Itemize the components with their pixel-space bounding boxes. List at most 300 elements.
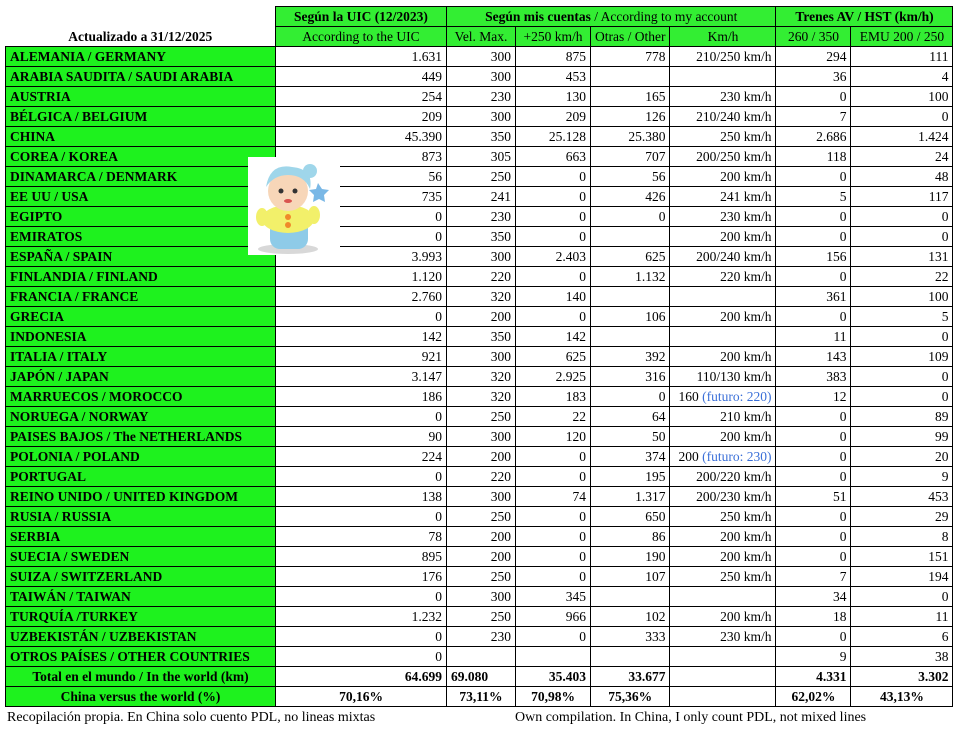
other-cell: 392 bbox=[591, 347, 670, 367]
p250-cell: 0 bbox=[516, 567, 591, 587]
country-cell: SUIZA / SWITZERLAND bbox=[6, 567, 276, 587]
other-cell: 50 bbox=[591, 427, 670, 447]
kmh-cell: 200 km/h bbox=[670, 527, 776, 547]
vmax-cell: 350 bbox=[447, 127, 516, 147]
emu-cell: 6 bbox=[851, 627, 953, 647]
t260-cell: 118 bbox=[776, 147, 851, 167]
china-pct-label: China versus the world (%) bbox=[6, 687, 276, 707]
p250-cell: 0 bbox=[516, 447, 591, 467]
kmh-cell: 250 km/h bbox=[670, 507, 776, 527]
table-body bbox=[6, 47, 953, 667]
p250-cell: 345 bbox=[516, 587, 591, 607]
emu-cell: 111 bbox=[851, 47, 953, 67]
table-row bbox=[6, 567, 953, 587]
vmax-cell: 300 bbox=[447, 107, 516, 127]
p250-cell: 453 bbox=[516, 67, 591, 87]
country-cell: FINLANDIA / FINLAND bbox=[6, 267, 276, 287]
kmh-cell bbox=[670, 327, 776, 347]
t260-cell: 0 bbox=[776, 627, 851, 647]
table-row bbox=[6, 647, 953, 667]
uic-cell: 0 bbox=[276, 227, 447, 247]
table-row bbox=[6, 127, 953, 147]
table-row bbox=[6, 247, 953, 267]
t260-cell: 12 bbox=[776, 387, 851, 407]
future-speed-note: (futuro: 220) bbox=[702, 388, 772, 404]
other-cell: 25.380 bbox=[591, 127, 670, 147]
table-row bbox=[6, 387, 953, 407]
t260-cell: 18 bbox=[776, 607, 851, 627]
p250-cell: 0 bbox=[516, 207, 591, 227]
t260-cell: 0 bbox=[776, 307, 851, 327]
p250-cell: 0 bbox=[516, 267, 591, 287]
kmh-cell: 200 km/h bbox=[670, 427, 776, 447]
kmh-cell: 200 km/h bbox=[670, 347, 776, 367]
kmh-cell bbox=[670, 647, 776, 667]
emu-cell: 0 bbox=[851, 327, 953, 347]
uic-cell: 0 bbox=[276, 647, 447, 667]
total-emu: 3.302 bbox=[851, 667, 953, 687]
country-cell: NORUEGA / NORWAY bbox=[6, 407, 276, 427]
uic-cell: 1.631 bbox=[276, 47, 447, 67]
vmax-cell: 320 bbox=[447, 287, 516, 307]
uic-cell: 1.232 bbox=[276, 607, 447, 627]
kmh-cell: 230 km/h bbox=[670, 87, 776, 107]
kmh-cell: 200 km/h bbox=[670, 307, 776, 327]
vmax-cell: 241 bbox=[447, 187, 516, 207]
table-row bbox=[6, 447, 953, 467]
vmax-cell: 250 bbox=[447, 607, 516, 627]
emu-cell: 9 bbox=[851, 467, 953, 487]
kmh-cell: 241 km/h bbox=[670, 187, 776, 207]
uic-cell: 209 bbox=[276, 107, 447, 127]
other-cell: 165 bbox=[591, 87, 670, 107]
emu-cell: 131 bbox=[851, 247, 953, 267]
col-emu-header: EMU 200 / 250 bbox=[851, 27, 953, 47]
vmax-cell: 300 bbox=[447, 247, 516, 267]
kmh-cell: 250 km/h bbox=[670, 567, 776, 587]
pct-emu: 43,13% bbox=[851, 687, 953, 707]
table-row bbox=[6, 47, 953, 67]
emu-cell: 22 bbox=[851, 267, 953, 287]
p250-cell: 0 bbox=[516, 547, 591, 567]
other-cell: 1.132 bbox=[591, 267, 670, 287]
t260-cell: 34 bbox=[776, 587, 851, 607]
p250-cell: 142 bbox=[516, 327, 591, 347]
vmax-cell: 300 bbox=[447, 347, 516, 367]
vmax-cell: 300 bbox=[447, 487, 516, 507]
uic-cell: 90 bbox=[276, 427, 447, 447]
country-cell: JAPÓN / JAPAN bbox=[6, 367, 276, 387]
t260-cell: 0 bbox=[776, 527, 851, 547]
vmax-cell: 300 bbox=[447, 67, 516, 87]
emu-cell: 151 bbox=[851, 547, 953, 567]
p250-cell: 2.403 bbox=[516, 247, 591, 267]
other-cell: 1.317 bbox=[591, 487, 670, 507]
uic-cell: 735 bbox=[276, 187, 447, 207]
emu-cell: 8 bbox=[851, 527, 953, 547]
p250-cell: 0 bbox=[516, 187, 591, 207]
uic-cell: 45.390 bbox=[276, 127, 447, 147]
table-row bbox=[6, 347, 953, 367]
col-other-header: Otras / Other bbox=[591, 27, 670, 47]
country-cell: REINO UNIDO / UNITED KINGDOM bbox=[6, 487, 276, 507]
emu-cell: 38 bbox=[851, 647, 953, 667]
kmh-cell: 200/230 km/h bbox=[670, 487, 776, 507]
uic-cell: 142 bbox=[276, 327, 447, 347]
kmh-cell: 210/240 km/h bbox=[670, 107, 776, 127]
vmax-cell: 230 bbox=[447, 627, 516, 647]
vmax-cell: 305 bbox=[447, 147, 516, 167]
updated-label: Actualizado a 31/12/2025 bbox=[6, 7, 276, 47]
pct-vmax: 73,11% bbox=[447, 687, 516, 707]
country-cell: ALEMANIA / GERMANY bbox=[6, 47, 276, 67]
pct-t260: 62,02% bbox=[776, 687, 851, 707]
other-cell: 190 bbox=[591, 547, 670, 567]
p250-cell: 209 bbox=[516, 107, 591, 127]
vmax-cell: 200 bbox=[447, 547, 516, 567]
other-cell: 56 bbox=[591, 167, 670, 187]
country-cell: ITALIA / ITALY bbox=[6, 347, 276, 367]
vmax-cell: 200 bbox=[447, 527, 516, 547]
emu-cell: 100 bbox=[851, 87, 953, 107]
uic-header: Según la UIC (12/2023) bbox=[276, 7, 447, 27]
mine-header: Según mis cuentas / According to my account bbox=[447, 7, 776, 27]
vmax-cell: 220 bbox=[447, 267, 516, 287]
total-vmax: 69.080 bbox=[447, 667, 516, 687]
col-vmax-header: Vel. Max. bbox=[447, 27, 516, 47]
country-cell: POLONIA / POLAND bbox=[6, 447, 276, 467]
table-row bbox=[6, 187, 953, 207]
p250-cell: 25.128 bbox=[516, 127, 591, 147]
other-cell: 426 bbox=[591, 187, 670, 207]
china-pct-row bbox=[6, 687, 953, 707]
table-row bbox=[6, 527, 953, 547]
p250-cell: 625 bbox=[516, 347, 591, 367]
emu-cell: 1.424 bbox=[851, 127, 953, 147]
vmax-cell: 230 bbox=[447, 207, 516, 227]
emu-cell: 5 bbox=[851, 307, 953, 327]
table-row bbox=[6, 467, 953, 487]
p250-cell: 2.925 bbox=[516, 367, 591, 387]
uic-cell: 138 bbox=[276, 487, 447, 507]
country-cell: ESPAÑA / SPAIN bbox=[6, 247, 276, 267]
table-row bbox=[6, 107, 953, 127]
p250-cell: 130 bbox=[516, 87, 591, 107]
t260-cell: 5 bbox=[776, 187, 851, 207]
kmh-cell: 200/220 km/h bbox=[670, 467, 776, 487]
uic-cell: 176 bbox=[276, 567, 447, 587]
emu-cell: 117 bbox=[851, 187, 953, 207]
p250-cell: 663 bbox=[516, 147, 591, 167]
uic-cell: 224 bbox=[276, 447, 447, 467]
country-cell: EGIPTO bbox=[6, 207, 276, 227]
header-row-1 bbox=[6, 7, 953, 27]
uic-cell: 78 bbox=[276, 527, 447, 547]
country-cell: COREA / KOREA bbox=[6, 147, 276, 167]
vmax-cell: 230 bbox=[447, 87, 516, 107]
uic-cell: 2.760 bbox=[276, 287, 447, 307]
pct-kmh bbox=[670, 687, 776, 707]
other-cell: 707 bbox=[591, 147, 670, 167]
vmax-cell: 320 bbox=[447, 387, 516, 407]
kmh-cell: 200 km/h bbox=[670, 227, 776, 247]
country-cell: PORTUGAL bbox=[6, 467, 276, 487]
vmax-cell: 300 bbox=[447, 427, 516, 447]
uic-cell: 3.147 bbox=[276, 367, 447, 387]
kmh-cell: 200/250 km/h bbox=[670, 147, 776, 167]
other-cell: 86 bbox=[591, 527, 670, 547]
t260-cell: 7 bbox=[776, 567, 851, 587]
t260-cell: 361 bbox=[776, 287, 851, 307]
other-cell bbox=[591, 287, 670, 307]
emu-cell: 24 bbox=[851, 147, 953, 167]
country-cell: AUSTRIA bbox=[6, 87, 276, 107]
future-speed-note: (futuro: 230) bbox=[702, 448, 772, 464]
other-cell: 0 bbox=[591, 387, 670, 407]
p250-cell: 0 bbox=[516, 627, 591, 647]
total-t260: 4.331 bbox=[776, 667, 851, 687]
emu-cell: 109 bbox=[851, 347, 953, 367]
total-uic: 64.699 bbox=[276, 667, 447, 687]
t260-cell: 383 bbox=[776, 367, 851, 387]
trains-header: Trenes AV / HST (km/h) bbox=[776, 7, 953, 27]
other-cell bbox=[591, 587, 670, 607]
table-row bbox=[6, 87, 953, 107]
vmax-cell: 250 bbox=[447, 407, 516, 427]
other-cell: 650 bbox=[591, 507, 670, 527]
emu-cell: 453 bbox=[851, 487, 953, 507]
table-row bbox=[6, 407, 953, 427]
uic-cell: 3.993 bbox=[276, 247, 447, 267]
pct-other: 75,36% bbox=[591, 687, 670, 707]
kmh-cell: 220 km/h bbox=[670, 267, 776, 287]
country-cell: SUECIA / SWEDEN bbox=[6, 547, 276, 567]
country-cell: TAIWÁN / TAIWAN bbox=[6, 587, 276, 607]
emu-cell: 0 bbox=[851, 227, 953, 247]
other-cell: 107 bbox=[591, 567, 670, 587]
country-cell: EMIRATOS bbox=[6, 227, 276, 247]
table-row bbox=[6, 167, 953, 187]
country-cell: TURQUÍA /TURKEY bbox=[6, 607, 276, 627]
t260-cell: 0 bbox=[776, 207, 851, 227]
col-t260-header: 260 / 350 bbox=[776, 27, 851, 47]
kmh-cell: 200 km/h bbox=[670, 547, 776, 567]
emu-cell: 100 bbox=[851, 287, 953, 307]
kmh-cell: 230 km/h bbox=[670, 627, 776, 647]
country-cell: ARABIA SAUDITA / SAUDI ARABIA bbox=[6, 67, 276, 87]
kmh-cell: 250 km/h bbox=[670, 127, 776, 147]
uic-cell: 0 bbox=[276, 507, 447, 527]
total-kmh bbox=[670, 667, 776, 687]
table-row bbox=[6, 507, 953, 527]
table-row bbox=[6, 607, 953, 627]
table-row bbox=[6, 207, 953, 227]
t260-cell: 0 bbox=[776, 227, 851, 247]
p250-cell: 140 bbox=[516, 287, 591, 307]
vmax-cell bbox=[447, 647, 516, 667]
country-cell: BÉLGICA / BELGIUM bbox=[6, 107, 276, 127]
t260-cell: 51 bbox=[776, 487, 851, 507]
uic-cell: 186 bbox=[276, 387, 447, 407]
table-row bbox=[6, 307, 953, 327]
uic-cell: 0 bbox=[276, 307, 447, 327]
table-row bbox=[6, 267, 953, 287]
t260-cell: 0 bbox=[776, 87, 851, 107]
vmax-cell: 320 bbox=[447, 367, 516, 387]
p250-cell: 0 bbox=[516, 227, 591, 247]
vmax-cell: 200 bbox=[447, 447, 516, 467]
uic-cell: 1.120 bbox=[276, 267, 447, 287]
t260-cell: 0 bbox=[776, 547, 851, 567]
other-cell: 374 bbox=[591, 447, 670, 467]
table-row bbox=[6, 547, 953, 567]
p250-cell: 74 bbox=[516, 487, 591, 507]
kmh-cell bbox=[670, 67, 776, 87]
emu-cell: 89 bbox=[851, 407, 953, 427]
p250-cell: 875 bbox=[516, 47, 591, 67]
other-cell: 106 bbox=[591, 307, 670, 327]
country-cell: PAISES BAJOS / The NETHERLANDS bbox=[6, 427, 276, 447]
rail-table bbox=[5, 6, 953, 707]
country-cell: GRECIA bbox=[6, 307, 276, 327]
uic-cell: 921 bbox=[276, 347, 447, 367]
t260-cell: 0 bbox=[776, 267, 851, 287]
t260-cell: 7 bbox=[776, 107, 851, 127]
p250-cell: 0 bbox=[516, 507, 591, 527]
other-cell: 102 bbox=[591, 607, 670, 627]
other-cell: 625 bbox=[591, 247, 670, 267]
vmax-cell: 200 bbox=[447, 307, 516, 327]
other-cell: 0 bbox=[591, 207, 670, 227]
vmax-cell: 220 bbox=[447, 467, 516, 487]
t260-cell: 36 bbox=[776, 67, 851, 87]
t260-cell: 2.686 bbox=[776, 127, 851, 147]
p250-cell: 22 bbox=[516, 407, 591, 427]
uic-cell: 254 bbox=[276, 87, 447, 107]
kmh-cell: 110/130 km/h bbox=[670, 367, 776, 387]
t260-cell: 11 bbox=[776, 327, 851, 347]
vmax-cell: 250 bbox=[447, 567, 516, 587]
other-cell bbox=[591, 227, 670, 247]
table-row bbox=[6, 287, 953, 307]
other-cell: 126 bbox=[591, 107, 670, 127]
total-label: Total en el mundo / In the world (km) bbox=[6, 667, 276, 687]
emu-cell: 20 bbox=[851, 447, 953, 467]
p250-cell: 0 bbox=[516, 167, 591, 187]
country-cell: OTROS PAÍSES / OTHER COUNTRIES bbox=[6, 647, 276, 667]
col-kmh-header: Km/h bbox=[670, 27, 776, 47]
p250-cell: 183 bbox=[516, 387, 591, 407]
kmh-cell: 210 km/h bbox=[670, 407, 776, 427]
pct-p250: 70,98% bbox=[516, 687, 591, 707]
country-cell: FRANCIA / FRANCE bbox=[6, 287, 276, 307]
table-row bbox=[6, 227, 953, 247]
other-cell: 333 bbox=[591, 627, 670, 647]
total-other: 33.677 bbox=[591, 667, 670, 687]
uic-cell: 895 bbox=[276, 547, 447, 567]
other-cell bbox=[591, 327, 670, 347]
vmax-cell: 250 bbox=[447, 167, 516, 187]
t260-cell: 0 bbox=[776, 407, 851, 427]
t260-cell: 9 bbox=[776, 647, 851, 667]
pct-uic: 70,16% bbox=[276, 687, 447, 707]
total-p250: 35.403 bbox=[516, 667, 591, 687]
other-cell bbox=[591, 67, 670, 87]
emu-cell: 194 bbox=[851, 567, 953, 587]
other-cell: 316 bbox=[591, 367, 670, 387]
table-row bbox=[6, 627, 953, 647]
p250-cell bbox=[516, 647, 591, 667]
country-cell: SERBIA bbox=[6, 527, 276, 547]
other-cell: 195 bbox=[591, 467, 670, 487]
t260-cell: 0 bbox=[776, 447, 851, 467]
uic-cell: 56 bbox=[276, 167, 447, 187]
table-row bbox=[6, 147, 953, 167]
uic-subheader: According to the UIC bbox=[276, 27, 447, 47]
other-cell: 64 bbox=[591, 407, 670, 427]
kmh-cell: 200 km/h bbox=[670, 167, 776, 187]
table-row bbox=[6, 427, 953, 447]
footer-left-note: Recopilación propia. En China solo cuento PDL, no lineas mixtas bbox=[7, 710, 376, 725]
emu-cell: 99 bbox=[851, 427, 953, 447]
t260-cell: 156 bbox=[776, 247, 851, 267]
other-cell: 778 bbox=[591, 47, 670, 67]
vmax-cell: 350 bbox=[447, 327, 516, 347]
col-p250-header: +250 km/h bbox=[516, 27, 591, 47]
table-row bbox=[6, 367, 953, 387]
p250-cell: 120 bbox=[516, 427, 591, 447]
country-cell: UZBEKISTÁN / UZBEKISTAN bbox=[6, 627, 276, 647]
uic-cell: 873 bbox=[276, 147, 447, 167]
table-row bbox=[6, 67, 953, 87]
emu-cell: 0 bbox=[851, 387, 953, 407]
kmh-cell: 200 (futuro: 230) bbox=[670, 447, 776, 467]
t260-cell: 294 bbox=[776, 47, 851, 67]
kmh-cell: 230 km/h bbox=[670, 207, 776, 227]
footer-right-note: Own compilation. In China, I only count PDL, not mixed lines bbox=[515, 710, 867, 725]
country-cell: DINAMARCA / DENMARK bbox=[6, 167, 276, 187]
kmh-cell: 200/240 km/h bbox=[670, 247, 776, 267]
p250-cell: 0 bbox=[516, 527, 591, 547]
uic-cell: 449 bbox=[276, 67, 447, 87]
other-cell bbox=[591, 647, 670, 667]
mascot-figure-image bbox=[248, 157, 340, 255]
t260-cell: 143 bbox=[776, 347, 851, 367]
country-cell: RUSIA / RUSSIA bbox=[6, 507, 276, 527]
p250-cell: 0 bbox=[516, 467, 591, 487]
vmax-cell: 250 bbox=[447, 507, 516, 527]
kmh-cell: 160 (futuro: 220) bbox=[670, 387, 776, 407]
uic-cell: 0 bbox=[276, 467, 447, 487]
p250-cell: 966 bbox=[516, 607, 591, 627]
total-row bbox=[6, 667, 953, 687]
emu-cell: 29 bbox=[851, 507, 953, 527]
t260-cell: 0 bbox=[776, 167, 851, 187]
emu-cell: 11 bbox=[851, 607, 953, 627]
kmh-cell: 200 km/h bbox=[670, 607, 776, 627]
emu-cell: 48 bbox=[851, 167, 953, 187]
table-row bbox=[6, 327, 953, 347]
t260-cell: 0 bbox=[776, 427, 851, 447]
country-cell: MARRUECOS / MOROCCO bbox=[6, 387, 276, 407]
uic-cell: 0 bbox=[276, 587, 447, 607]
country-cell: INDONESIA bbox=[6, 327, 276, 347]
table-row bbox=[6, 487, 953, 507]
kmh-cell: 210/250 km/h bbox=[670, 47, 776, 67]
emu-cell: 0 bbox=[851, 207, 953, 227]
uic-cell: 0 bbox=[276, 407, 447, 427]
table-row bbox=[6, 587, 953, 607]
